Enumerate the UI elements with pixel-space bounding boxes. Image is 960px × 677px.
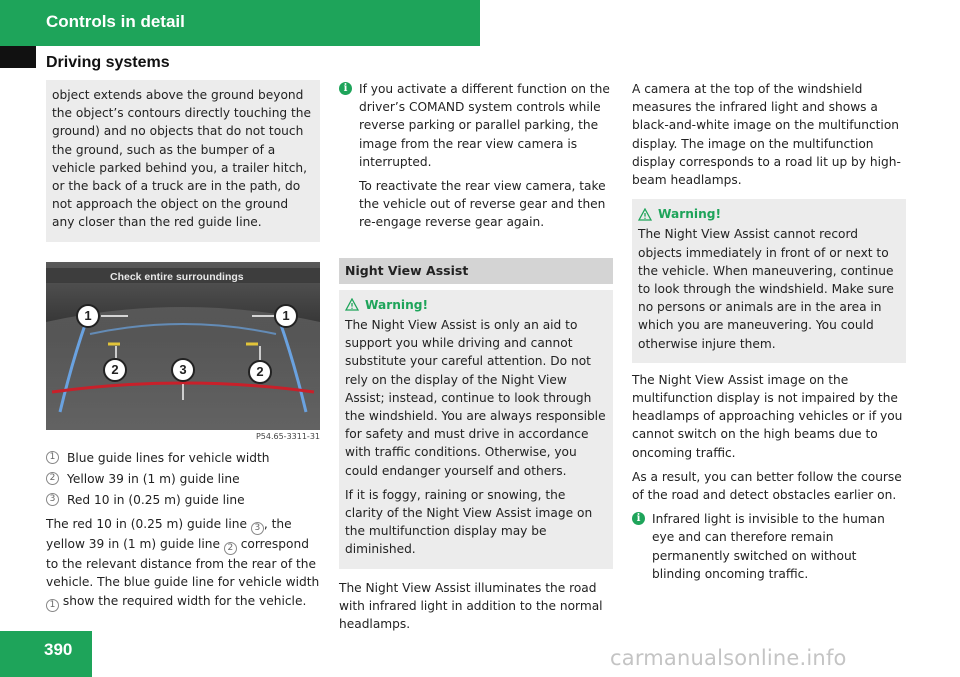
info-note: [632, 510, 906, 589]
rear-camera-illustration: [46, 262, 320, 430]
warning-box: [632, 199, 906, 363]
warning-triangle-icon: [345, 298, 359, 311]
legend-item: [46, 449, 320, 467]
info-text: [359, 80, 613, 238]
para-text: show the required width for the vehicle.: [59, 593, 307, 608]
inline-number: 2: [224, 542, 237, 555]
page-number: 390: [44, 640, 73, 659]
legend-number: 3: [46, 493, 59, 506]
column-3: [632, 80, 906, 589]
image-caption: P54.65-3311-31: [255, 431, 320, 441]
callout-3: 3: [179, 361, 187, 377]
legend-number: 1: [46, 451, 59, 464]
legend-list: [46, 449, 320, 510]
warning-text: The Night View Assist cannot record objects immediately in front of or next to the vehicle. When maneuvering, continue to look through the windshield. Make sure no persons or animals are in the area in which you are maneuvering. You could otherwise injure them.: [638, 227, 894, 351]
continued-warning-box: [46, 80, 320, 242]
warning-heading: [345, 296, 607, 314]
rear-camera-image: [46, 262, 320, 430]
body-paragraph: As a result, you can better follow the course of the road and detect obstacles earlier on.: [632, 469, 902, 503]
para-text: correspond to the relevant distance from the rear of the vehicle. The blue guide line for vehicle width: [46, 537, 320, 590]
body-paragraph: The Night View Assist illuminates the road with infrared light in addition to the normal headlamps.: [339, 580, 603, 632]
watermark: carmanualsonline.info: [610, 646, 847, 670]
warning-text: If it is foggy, raining or snowing, the clarity of the Night View Assist image on the multifunction display may be diminished.: [345, 487, 593, 557]
column-2: [339, 80, 613, 639]
info-paragraph: Infrared light is invisible to the human eye and can therefore remain permanently switched on without blinding oncoming traffic.: [652, 512, 885, 581]
info-icon: i: [339, 82, 352, 95]
para-text: , the yellow 39 in (1 m) guide line: [46, 517, 292, 552]
callout-2-right: 2: [256, 363, 264, 379]
legend-number: 2: [46, 472, 59, 485]
callout-2-left: 2: [111, 361, 119, 377]
info-icon: i: [632, 512, 645, 525]
chapter-title: Controls in detail: [46, 12, 185, 31]
body-paragraph: The Night View Assist image on the multifunction display is not impaired by the headlamps of approaching vehicles or if you cannot switch on the high beams due to oncoming traffic.: [632, 372, 903, 460]
legend-text: Red 10 in (0.25 m) guide line: [67, 493, 245, 508]
column-1: [46, 80, 320, 618]
box-text: object extends above the ground beyond the object’s contours directly touching the ground) and no objects that do not touch the ground, such as the bumper of a vehicle parked behind you, a trailer hitch, or the back of a truck are in the path, do not approach the object on the ground any closer than the red guide line.: [52, 88, 312, 230]
warning-label: Warning!: [658, 207, 722, 222]
camera-banner: Check entire surroundings: [110, 270, 244, 283]
guide-line-paragraph: [46, 515, 320, 611]
inline-number: 1: [46, 599, 59, 612]
para-text: The red 10 in (0.25 m) guide line: [46, 517, 251, 532]
warning-label: Warning!: [365, 297, 429, 312]
warning-triangle-icon: [638, 208, 652, 221]
warning-text: The Night View Assist is only an aid to support you while driving and cannot substitute your careful attention. Do not rely on the display of the Night View Assist; instead, continue to look through the windshield. You are always responsible for safety and must drive in accordance with traffic conditions. Otherwise, you could endanger yourself and others.: [345, 318, 606, 478]
callout-1-left: 1: [84, 307, 92, 323]
callout-1-right: 1: [282, 307, 290, 323]
section-title: Driving systems: [46, 54, 170, 71]
info-paragraph: To reactivate the rear view camera, take the vehicle out of reverse gear and then re-engage reverse gear again.: [359, 179, 606, 230]
legend-item: [46, 470, 320, 488]
info-text: [652, 510, 906, 589]
info-paragraph: If you activate a different function on the driver’s COMAND system controls while reverse parking or parallel parking, the image from the rear view camera is interrupted.: [359, 82, 610, 169]
warning-box: [339, 290, 613, 569]
info-note: [339, 80, 613, 238]
body-paragraph: A camera at the top of the windshield measures the infrared light and shows a black-and-white image on the multifunction display. The image on the multifunction display corresponds to a road lit up by high-beam headlamps.: [632, 82, 901, 188]
legend-text: Blue guide lines for vehicle width: [67, 450, 270, 465]
warning-heading: [638, 205, 900, 223]
inline-number: 3: [251, 522, 264, 535]
section-marker: [0, 46, 36, 68]
legend-item: [46, 491, 320, 509]
section-header-night-view-assist: Night View Assist: [339, 258, 613, 284]
legend-text: Yellow 39 in (1 m) guide line: [67, 471, 240, 486]
